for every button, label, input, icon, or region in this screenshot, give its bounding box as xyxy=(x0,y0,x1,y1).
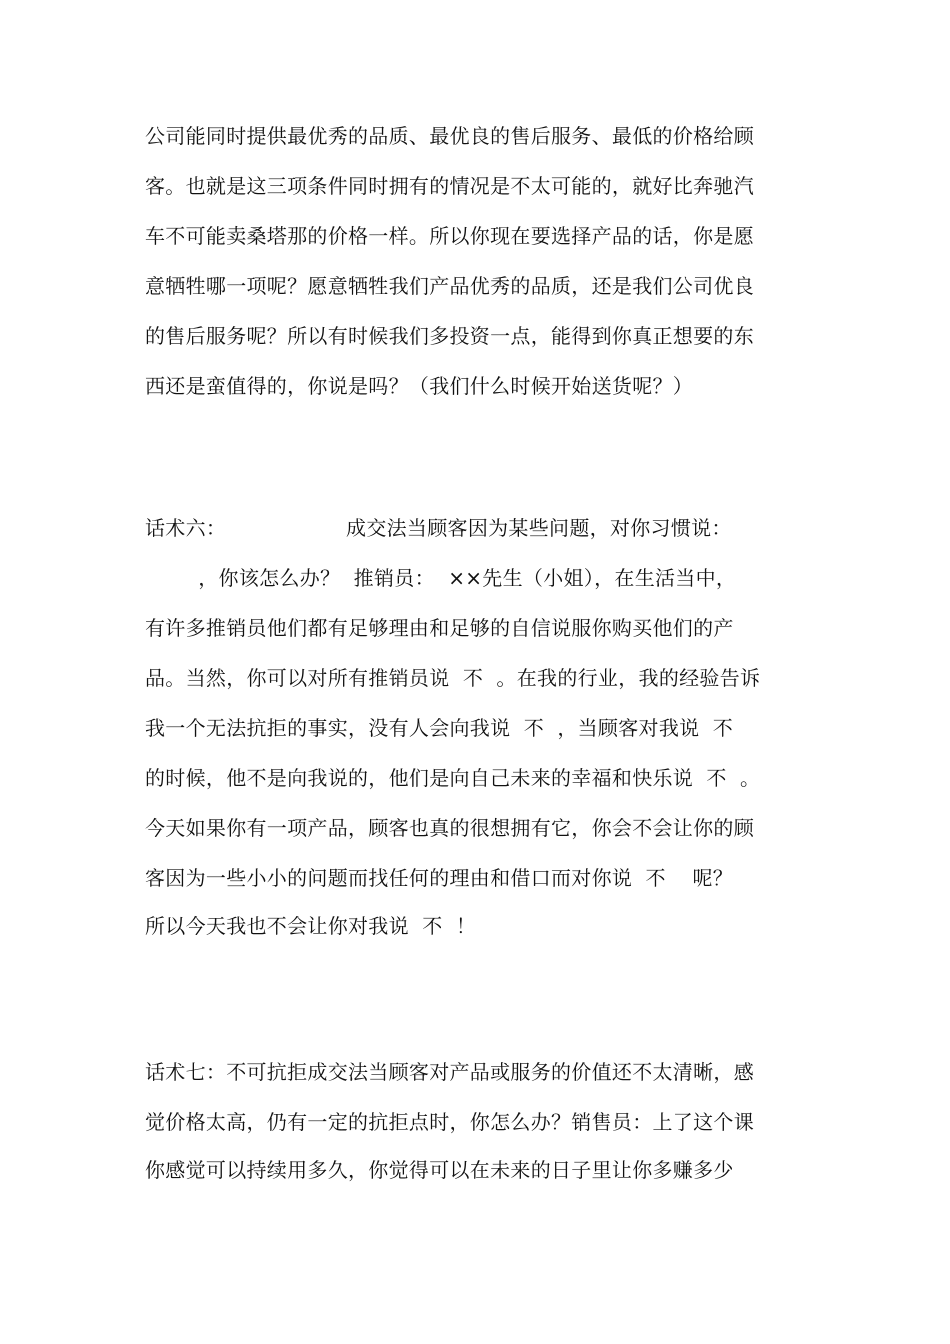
paragraph-line: 车不可能卖桑塔那的价格一样。所以你现在要选择产品的话，你是愿 xyxy=(145,224,754,248)
paragraph-line: 今天如果你有一项产品，顾客也真的很想拥有它，你会不会让你的顾 xyxy=(145,816,754,840)
paragraph-line: 客因为一些小小的问题而找任何的理由和借口而对你说 不 呢？ xyxy=(145,866,734,890)
paragraph-line: ，你该怎么办？ 推销员： ××先生（小姐），在生活当中， xyxy=(145,566,737,590)
paragraph-line: 客。也就是这三项条件同时拥有的情况是不太可能的，就好比奔驰汽 xyxy=(145,174,754,198)
paragraph-line: 西还是蛮值得的，你说是吗？（我们什么时候开始送货呢？） xyxy=(145,374,694,398)
paragraph-line: 觉价格太高，仍有一定的抗拒点时，你怎么办？销售员：上了这个课 xyxy=(145,1110,754,1134)
paragraph-line: 意牺牲哪一项呢？愿意牺牲我们产品优秀的品质，还是我们公司优良 xyxy=(145,274,754,298)
paragraph-line: 的售后服务呢？所以有时候我们多投资一点，能得到你真正想要的东 xyxy=(145,324,754,348)
section-heading-line: 话术六： 成交法当顾客因为某些问题，对你习惯说： xyxy=(145,516,732,540)
paragraph-line: 有许多推销员他们都有足够理由和足够的自信说服你购买他们的产 xyxy=(145,616,734,640)
section-heading-line: 话术七：不可抗拒成交法当顾客对产品或服务的价值还不太清晰，感 xyxy=(145,1060,754,1084)
paragraph-line: 你感觉可以持续用多久，你觉得可以在未来的日子里让你多赚多少 xyxy=(145,1158,734,1182)
paragraph-line: 公司能同时提供最优秀的品质、最优良的售后服务、最低的价格给顾 xyxy=(145,124,754,148)
paragraph-line: 品。当然，你可以对所有推销员说 不 。在我的行业，我的经验告诉 xyxy=(145,666,761,690)
paragraph-line: 所以今天我也不会让你对我说 不 ！ xyxy=(145,914,477,938)
paragraph-line: 我一个无法抗拒的事实，没有人会向我说 不 ，当顾客对我说 不 xyxy=(145,716,734,740)
paragraph-line: 的时候，他不是向我说的，他们是向自己未来的幸福和快乐说 不 。 xyxy=(145,766,761,790)
